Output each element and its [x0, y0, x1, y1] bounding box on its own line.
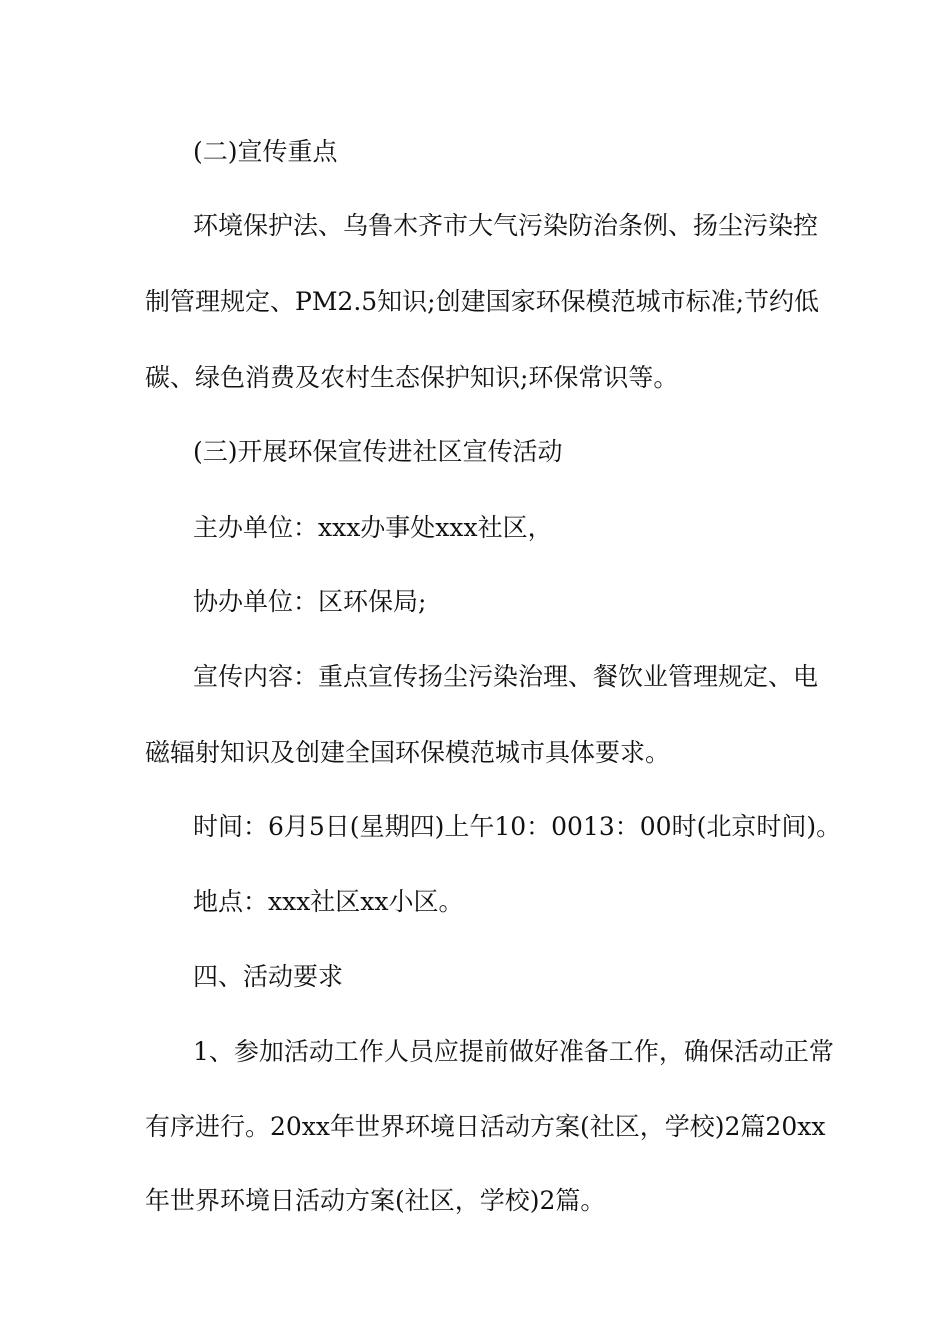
paragraph-line: 碳、绿色消费及农村生态保护知识;环保常识等。 — [145, 363, 679, 392]
organizer-line: 主办单位：xxx办事处xxx社区， — [193, 513, 553, 542]
content-line: 宣传内容：重点宣传扬尘污染治理、餐饮业管理规定、电 — [193, 662, 819, 691]
requirement-line: 年世界环境日活动方案(社区，学校)2篇。 — [145, 1186, 606, 1215]
location-line: 地点：xxx社区xx小区。 — [193, 887, 464, 916]
section-heading-community-activity: (三)开展环保宣传进社区宣传活动 — [193, 437, 563, 466]
paragraph-line: 制管理规定、PM2.5知识;创建国家环保模范城市标准;节约低 — [145, 287, 820, 316]
time-line: 时间：6月5日(星期四)上午10：0013：00时(北京时间)。 — [193, 812, 842, 841]
co-organizer-line: 协办单位：区环保局; — [193, 587, 427, 616]
content-line: 磁辐射知识及创建全国环保模范城市具体要求。 — [145, 738, 671, 767]
paragraph-line: 环境保护法、乌鲁木齐市大气污染防治条例、扬尘污染控 — [193, 211, 819, 240]
section-heading-requirements: 四、活动要求 — [193, 962, 344, 991]
requirement-line: 有序进行。20xx年世界环境日活动方案(社区，学校)2篇20xx — [145, 1112, 826, 1141]
requirement-line: 1、参加活动工作人员应提前做好准备工作，确保活动正常 — [193, 1037, 834, 1066]
section-heading-propaganda-focus: (二)宣传重点 — [193, 137, 338, 166]
